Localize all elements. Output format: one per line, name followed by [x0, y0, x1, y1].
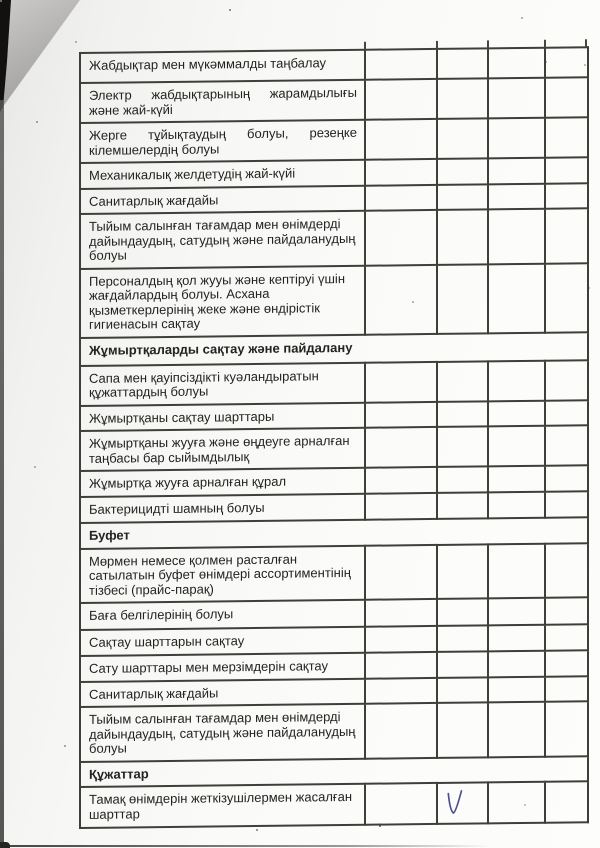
row-label: Тыйым салынған тағамдар мен өнімдерді дайындаудың, сатудың және пайдаланудың болуы [80, 211, 365, 269]
check-cell [488, 782, 545, 824]
row-label: Жұмыртқа жууға арналған құрал [80, 468, 365, 497]
row-label: Механикалық желдетудің жай-күйі [80, 160, 365, 189]
check-cell [545, 465, 588, 491]
check-cell [545, 624, 588, 650]
check-cell [365, 210, 437, 265]
row-label: Санитарлық жағдайы [80, 185, 365, 214]
check-cell [545, 157, 588, 183]
row-label: Персоналдың қол жууы және кептіруі үшін жағдайлардың болуы. Асхана қызметкерлерінің жеке және өндірістік гигиенасын сақтау [80, 265, 365, 337]
check-cell [365, 49, 437, 80]
row-label: Сапа мен қауіпсіздікті куәландыратын құжаттардың болуы [80, 362, 365, 405]
check-cell [545, 491, 588, 517]
check-cell [365, 703, 437, 758]
check-cell [545, 781, 588, 822]
check-cell [545, 208, 588, 263]
check-cell [437, 264, 488, 334]
check-cell [437, 361, 488, 402]
scan-bottom-corner-mark [0, 842, 10, 848]
check-cell [437, 544, 488, 599]
check-cell [365, 493, 437, 520]
check-cell [488, 625, 545, 652]
check-cell [365, 264, 437, 334]
row-label: Баға белгілерінің болуы [80, 600, 365, 630]
row-label: Санитарлық жағдайы [80, 678, 365, 707]
check-cell [437, 401, 488, 427]
check-cell [488, 400, 545, 426]
check-cell [437, 598, 488, 626]
check-cell [365, 626, 437, 653]
check-cell [437, 209, 488, 264]
row-label: Мөрмен немесе қолмен расталған сатылатын буфет өнімдері ассортиментінің тізбесі (прайс-парақ) [80, 545, 365, 603]
check-cell [365, 677, 437, 703]
section-title: Буфет [80, 517, 588, 548]
check-cell [545, 77, 588, 117]
check-cell [488, 676, 545, 702]
check-cell [488, 48, 545, 79]
check-cell [488, 466, 545, 493]
check-cell [437, 782, 488, 824]
check-cell [437, 492, 488, 519]
check-cell [437, 158, 488, 184]
row-label: Жұмыртқаны сақтау шарттары [80, 402, 365, 431]
table-row [80, 117, 588, 163]
check-cell [365, 427, 437, 468]
check-cell [437, 426, 488, 467]
check-cell [488, 492, 545, 519]
check-cell [365, 467, 437, 494]
checklist-table [79, 46, 589, 829]
check-cell [488, 263, 545, 333]
check-cell [488, 543, 545, 598]
check-cell [437, 625, 488, 652]
check-cell [365, 159, 437, 185]
check-cell [545, 47, 588, 77]
row-label: Жерге тұйықтаудың болуы, резеңке кілемшелердің болуы [80, 120, 365, 163]
check-cell [545, 543, 588, 598]
check-cell [365, 119, 437, 160]
check-cell [488, 651, 545, 677]
check-cell [545, 360, 588, 400]
check-cell [545, 117, 588, 157]
row-label: Тамақ өнімдерін жеткізушілермен жасалған шарттар [80, 784, 365, 828]
row-label: Сақтау шарттарын сақтау [80, 627, 365, 656]
check-cell [365, 79, 437, 120]
table-row [80, 543, 588, 603]
check-cell [488, 702, 545, 757]
check-cell [365, 783, 437, 825]
row-label: Электр жабдықтарының жарамдылығы және жай-күйі [80, 80, 365, 123]
check-cell [365, 401, 437, 427]
checkmark-icon [446, 789, 464, 817]
check-cell [545, 263, 588, 332]
section-title: Жұмыртқаларды сақтау және пайдалану [80, 332, 588, 366]
check-cell [488, 183, 545, 209]
check-cell [365, 361, 437, 402]
check-cell [437, 651, 488, 677]
check-cell [437, 48, 488, 79]
check-cell [488, 598, 545, 626]
check-cell [488, 118, 545, 159]
column-line-stub [436, 41, 438, 49]
scan-left-edge [0, 100, 4, 848]
check-cell [488, 209, 545, 264]
checklist-table-container [79, 46, 587, 829]
check-cell [437, 466, 488, 493]
row-label: Бактерицидті шамның болуы [80, 494, 365, 523]
row-label: Сату шарттары мен мерзімдерін сақтау [80, 653, 365, 682]
table-row [80, 425, 588, 471]
check-cell [488, 426, 545, 467]
column-line-stub [364, 42, 366, 50]
check-cell [365, 544, 437, 599]
check-cell [437, 677, 488, 703]
check-cell [545, 597, 588, 624]
check-cell [437, 702, 488, 757]
table-row [80, 701, 588, 761]
check-cell [545, 183, 588, 209]
check-cell [488, 158, 545, 184]
scan-noise-specks [0, 0, 2, 2]
scan-bottom-edge [0, 845, 600, 847]
row-label: Жабдықтар мен мүкәммалды таңбалау [80, 50, 365, 83]
column-line-stub [585, 39, 587, 47]
check-cell [488, 78, 545, 119]
row-label: Тыйым салынған тағамдар мен өнімдерді дайындаудың, сатудың және пайдаланудың болуы [80, 704, 365, 762]
check-cell [545, 425, 588, 465]
section-title: Құжаттар [80, 756, 588, 787]
table-row [80, 208, 588, 268]
column-line-stub [544, 40, 546, 48]
check-cell [365, 184, 437, 210]
table-row [80, 781, 588, 828]
page-corner-fold [2, 0, 80, 108]
check-cell [545, 400, 588, 426]
check-cell [365, 599, 437, 627]
table-row [80, 360, 588, 406]
table-row [80, 263, 588, 338]
check-cell [437, 118, 488, 159]
check-cell [437, 78, 488, 119]
row-label: Жұмыртқаны жууға және өңдеуге арналған таңбасы бар сыйымдылық [80, 428, 365, 471]
check-cell [545, 650, 588, 676]
check-cell [365, 652, 437, 678]
check-cell [545, 701, 588, 756]
table-row [80, 77, 588, 123]
column-line-stub [487, 40, 489, 48]
check-cell [437, 184, 488, 210]
check-cell [488, 360, 545, 401]
check-cell [545, 676, 588, 702]
